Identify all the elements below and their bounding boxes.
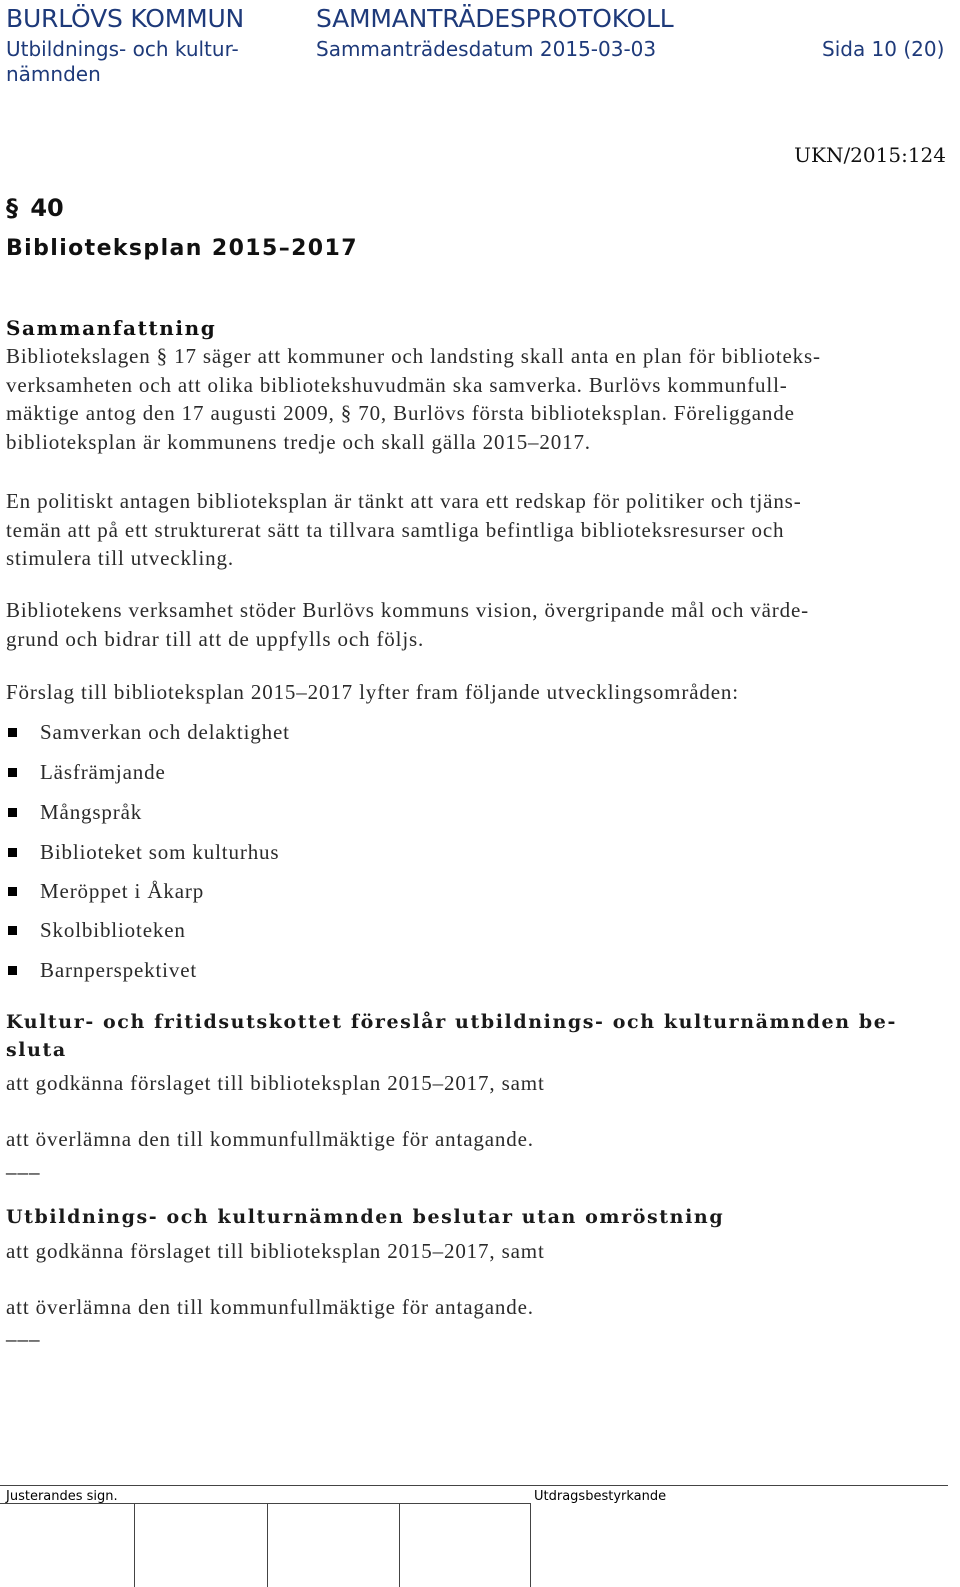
signature-box-rule (0, 1503, 530, 1504)
committee-name-line2: nämnden (6, 62, 101, 86)
decision-item-1 (6, 1237, 946, 1266)
decision-item-2 (6, 1293, 946, 1322)
text-line: att godkänna förslaget till biblioteksplan 2015–2017, samt (6, 1239, 545, 1263)
proposal-item-1 (6, 1069, 946, 1098)
list-item-label: Samverkan och delaktighet (40, 720, 290, 744)
list-item (8, 760, 166, 785)
section-symbol: § (6, 194, 18, 222)
section-number: 40 (30, 194, 64, 222)
text-line: En politiskt antagen biblioteksplan är tänkt att vara ett redskap för politiker och tjäns- (6, 489, 802, 513)
meeting-date: Sammanträdesdatum 2015-03-03 (316, 37, 657, 61)
list-item-label: Meröppet i Åkarp (40, 879, 205, 903)
text-line: att överlämna den till kommunfullmäktige för antagande. (6, 1295, 534, 1319)
summary-heading: Sammanfattning (6, 316, 217, 340)
list-item (8, 720, 290, 745)
text-line: Bibliotekslagen § 17 säger att kommuner och landsting skall anta en plan för biblioteks- (6, 344, 821, 368)
proposal-heading-line1: Kultur- och fritidsutskottet föreslår utbildnings- och kulturnämnden be- (6, 1011, 897, 1033)
list-item (8, 840, 279, 865)
text-line: Bibliotekens verksamhet stöder Burlövs kommuns vision, övergripande mål och värde- (6, 598, 810, 622)
summary-paragraph-2 (6, 487, 946, 573)
summary-paragraph-4 (6, 678, 946, 707)
signature-box-divider (267, 1503, 268, 1587)
text-line: biblioteksplan är kommunens tredje och skall gälla 2015–2017. (6, 429, 591, 454)
text-line: temän att på ett strukturerat sätt ta tillvara samtliga befintliga biblioteksresurser och (6, 517, 785, 542)
list-item-label: Barnperspektivet (40, 958, 198, 982)
utdragsbestyrkande-label: Utdragsbestyrkande (534, 1489, 667, 1504)
bullet-square-icon (8, 966, 17, 975)
case-number: UKN/2015:124 (794, 143, 946, 167)
bullet-square-icon (8, 887, 17, 896)
bullet-square-icon (8, 926, 17, 935)
text-line: mäktige antog den 17 augusti 2009, § 70, Burlövs första biblioteksplan. Föreliggande (6, 401, 795, 425)
page-number: Sida 10 (20) (822, 37, 945, 61)
proposal-heading-line2: sluta (6, 1039, 67, 1061)
justerandes-sign-label: Justerandes sign. (6, 1489, 118, 1504)
summary-paragraph-1 (6, 342, 946, 456)
signature-box-divider (134, 1503, 135, 1587)
text-line: stimulera till utveckling. (6, 546, 234, 570)
list-item (8, 800, 142, 825)
list-item (8, 918, 186, 943)
decision-heading: Utbildnings- och kulturnämnden beslutar utan omröstning (6, 1206, 725, 1228)
section-divider: ___ (6, 1153, 41, 1177)
footer-top-rule (0, 1485, 948, 1486)
bullet-square-icon (8, 848, 17, 857)
text-line: verksamheten och att olika bibliotekshuvudmän ska samverka. Burlövs kommunfull- (6, 372, 788, 397)
list-item-label: Mångspråk (40, 800, 143, 824)
list-item-label: Biblioteket som kulturhus (40, 840, 280, 864)
text-line: att godkänna förslaget till biblioteksplan 2015–2017, samt (6, 1071, 545, 1095)
text-line: grund och bidrar till att de uppfylls och följs. (6, 626, 425, 651)
signature-box-divider (399, 1503, 400, 1587)
list-item (8, 958, 197, 983)
section-divider: ___ (6, 1320, 41, 1344)
org-name: BURLÖVS KOMMUN (6, 4, 245, 33)
section-title: Biblioteksplan 2015–2017 (6, 236, 358, 261)
committee-name-line1: Utbildnings- och kultur- (6, 37, 239, 61)
summary-paragraph-3 (6, 596, 946, 653)
signature-box-divider (530, 1503, 531, 1587)
bullet-square-icon (8, 728, 17, 737)
section-heading (6, 196, 64, 220)
proposal-item-2 (6, 1125, 946, 1154)
bullet-square-icon (8, 768, 17, 777)
bullet-square-icon (8, 808, 17, 817)
text-line: att överlämna den till kommunfullmäktige för antagande. (6, 1127, 534, 1151)
list-item-label: Skolbiblioteken (40, 918, 186, 942)
list-item-label: Läsfrämjande (40, 760, 166, 784)
document-type: SAMMANTRÄDESPROTOKOLL (316, 4, 674, 33)
list-item (8, 879, 204, 904)
text-line: Förslag till biblioteksplan 2015–2017 lyfter fram följande utvecklingsområden: (6, 680, 739, 704)
